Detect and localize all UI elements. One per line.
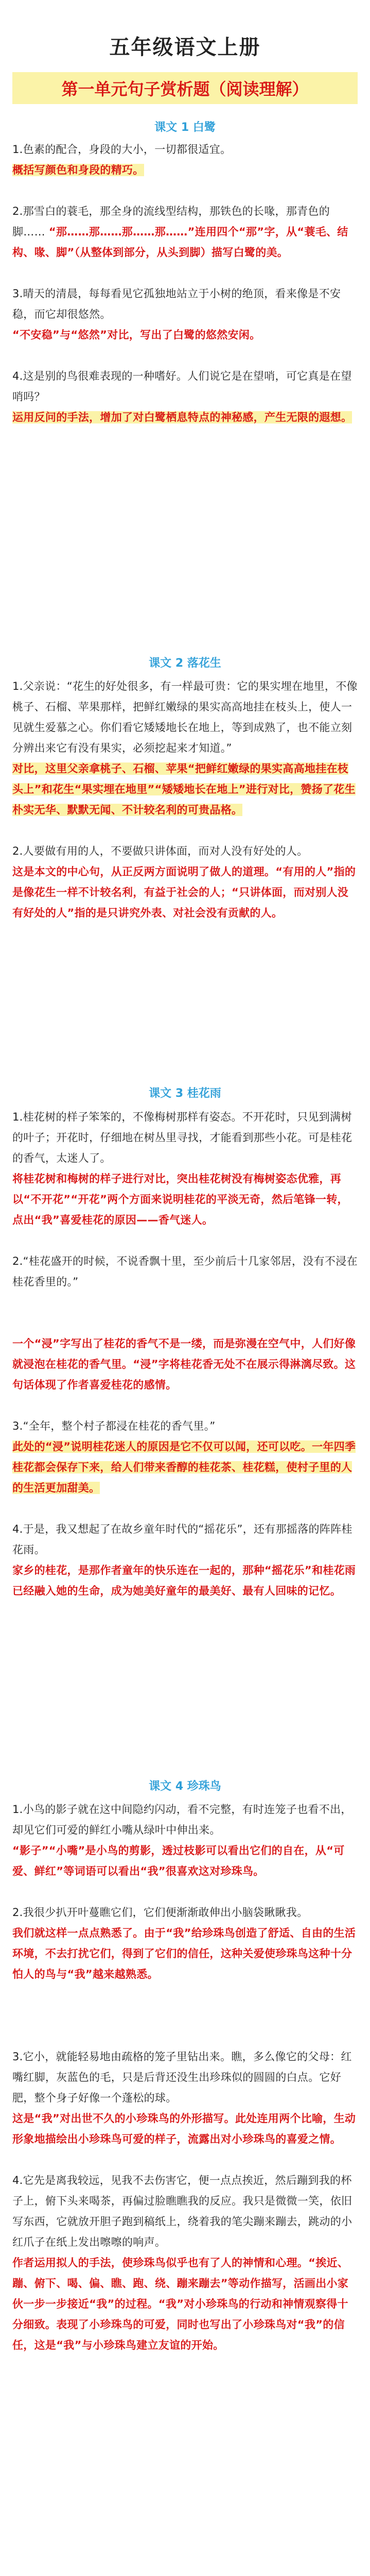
question-text: 1.父亲说：“花生的好处很多，有一样最可贵：它的果实埋在地里，不像桃子、石榴、苹果那样，把鲜红嫩绿的果实高高地挂在枝头上，使人一见就生爱慕之心。你们看它矮矮地长在地上，等到成熟了，也不能立刻分辨出来它有没有果实，必须挖起来才知道。”	[12, 680, 358, 754]
answer-text: 作者运用拟人的手法，使珍珠鸟似乎也有了人的神情和心理。“挨近、蹦、俯下、喝、偏、瞧、跑、绕、蹦来蹦去”等动作描写，活画出小家伙一步一步接近“我”的过程。“我”对小珍珠鸟的行动和神情观察得十分细致。表现了小珍珠鸟的可爱，同时也写出了小珍珠鸟对“我”的信任，这是“我”与小珍珠鸟建立友谊的开始。	[12, 2257, 349, 2351]
answer-text: 将桂花树和梅树的样子进行对比，突出桂花树没有梅树姿态优雅，再以“不开花”“开花”两个方面来说明桂花的平淡无奇，然后笔锋一转，点出“我”喜爱桂花的原因——香气迷人。	[12, 1173, 348, 1226]
lesson-4-body	[12, 1799, 358, 2355]
question-item	[12, 366, 358, 428]
lesson-heading: 课文 4 珍珠鸟	[149, 1780, 221, 1793]
question-text: 2.“桂花盛开的时候，不说香飘十里，至少前后十几家邻居，没有不浸在桂花香里的。”	[12, 1255, 358, 1288]
question-item	[12, 283, 358, 345]
question-item	[12, 1251, 358, 1395]
question-text: 2.人要做有用的人，不要做只讲体面，而对人没有好处的人。	[12, 845, 308, 857]
answer-text: 运用反问的手法，增加了对白鹭栖息特点的神秘感，产生无限的遐想。	[12, 411, 353, 423]
answer-text: 家乡的桂花，是那作者童年的快乐连在一起的，那种“摇花乐”和桂花雨已经融入她的生命，成为她美好童年的最美好、最有人回味的记忆。	[12, 1564, 356, 1597]
answer-text: 一个“浸”字写出了桂花的香气不是一缕，而是弥漫在空气中，人们好像就浸泡在桂花的香气里。“浸”字将桂花香无处不在展示得淋漓尽致。这句话体现了作者喜爱桂花的感情。	[12, 1337, 356, 1391]
question-item	[12, 841, 358, 923]
question-text: 3.“全年，整个村子都浸在桂花的香气里。”	[12, 1420, 216, 1432]
answer-text: 此处的“浸”说明桂花迷人的原因是它不仅可以闻，还可以吃。一年四季桂花都会保存下来，给人们带来香醇的桂花茶、桂花糕，使村子里的人的生活更加甜美。	[12, 1440, 356, 1494]
question-text: 3.晴天的清晨，每每看见它孤独地站立于小树的绝顶，看来像是不安稳，而它却很悠然。	[12, 287, 341, 320]
question-text: 4.于是，我又想起了在故乡童年时代的“摇花乐”，还有那摇落的阵阵桂花雨。	[12, 1523, 353, 1556]
answer-text: 这是“我”对出世不久的小珍珠鸟的外形描写。此处连用两个比喻，生动形象地描绘出小珍珠鸟可爱的样子，流露出对小珍珠鸟的喜爱之情。	[12, 2112, 356, 2145]
lesson-heading: 课文 2 落花生	[149, 657, 221, 670]
question-text: 1.色素的配合，身段的大小，一切都很适宜。	[12, 143, 232, 156]
lesson-heading: 课文 1 白鹭	[154, 121, 216, 134]
question-item	[12, 1799, 358, 1882]
question-item	[12, 1902, 358, 1985]
question-item	[12, 2170, 358, 2355]
question-text: 4.它先是离我较远，见我不去伤害它，便一点点挨近，然后蹦到我的杯子上，俯下头来喝茶，再偏过脸瞧瞧我的反应。我只是微微一笑，依旧写东西，它就放开胆子跑到稿纸上，绕着我的笔尖蹦来蹦去，跳动的小红爪子在纸上发出嚓嚓的响声。	[12, 2174, 353, 2248]
answer-text: “影子”“小嘴”是小鸟的剪影，透过枝影可以看出它们的自在，从“可爱、鲜红”等词语可以看出“我”很喜欢这对珍珠鸟。	[12, 1844, 345, 1877]
lesson-2-body	[12, 676, 358, 923]
answer-text: 对比，这里父亲拿桃子、石榴、苹果“把鲜红嫩绿的果实高高地挂在枝头上”和花生“果实埋在地里”“矮矮地长在地上”进行对比，赞扬了花生朴实无华、默默无闻、不计较名利的可贵品格。	[12, 762, 356, 816]
question-text: 4.这是别的鸟很难表现的一种嗜好。人们说它是在望哨，可它真是在望哨吗？	[12, 370, 352, 403]
answer-text: 我们就这样一点点熟悉了。由于“我”给珍珠鸟创造了舒适、自由的生活环境，不去打扰它们，得到了它们的信任，这种关爱使珍珠鸟这种十分怕人的鸟与“我”越来越熟悉。	[12, 1927, 356, 1980]
question-item	[12, 1416, 358, 1498]
answer-text: “那……那……那……那……”连用四个“那”字，从“蓑毛、结构、喙、脚”（从整体到部分，从头到脚）描写白鹭的美。	[12, 226, 348, 259]
lesson-3-body	[12, 1107, 358, 1601]
question-text: 1.桂花树的样子笨笨的，不像梅树那样有姿态。不开花时，只见到满树的叶子；开花时，仔细地在树丛里寻找，才能看到那些小花。可是桂花的香气，太迷人了。	[12, 1111, 353, 1164]
question-item	[12, 2046, 358, 2149]
lesson-heading: 课文 3 桂花雨	[149, 1087, 221, 1100]
question-text: 1.小鸟的影子就在这中间隐约闪动，看不完整，有时连笼子也看不出，却见它们可爱的鲜红小嘴从绿叶中伸出来。	[12, 1803, 352, 1836]
question-item	[12, 676, 358, 820]
question-item	[12, 139, 358, 180]
answer-text: “不安稳”与“悠然”对比，写出了白鹭的悠然安闲。	[12, 329, 261, 341]
lesson-1-body	[12, 139, 358, 428]
question-item	[12, 201, 358, 263]
answer-text: 概括写颜色和身段的精巧。	[12, 164, 144, 176]
question-text: 2.我很少扒开叶蔓瞧它们，它们便渐渐敢伸出小脑袋瞅瞅我。	[12, 1906, 308, 1919]
question-text: 3.它小，就能轻易地由疏格的笼子里钻出来。瞧，多么像它的父母：红嘴红脚，灰蓝色的毛，只是后背还没生出珍珠似的圆圆的白点。它好肥，整个身子好像一个蓬松的球。	[12, 2050, 352, 2104]
question-text: 2.那雪白的蓑毛，那全身的流线型结构，那铁色的长喙，那青色的脚……	[12, 205, 330, 238]
question-item	[12, 1519, 358, 1601]
question-item	[12, 1107, 358, 1230]
page-title: 五年级语文上册	[109, 36, 261, 59]
answer-text: 这是本文的中心句，从正反两方面说明了做人的道理。“有用的人”指的是像花生一样不计较名利，有益于社会的人；“只讲体面，而对别人没有好处的人”指的是只讲究外表、对社会没有贡献的人。	[12, 866, 356, 919]
section-banner: 第一单元句子赏析题（阅读理解）	[12, 72, 358, 104]
